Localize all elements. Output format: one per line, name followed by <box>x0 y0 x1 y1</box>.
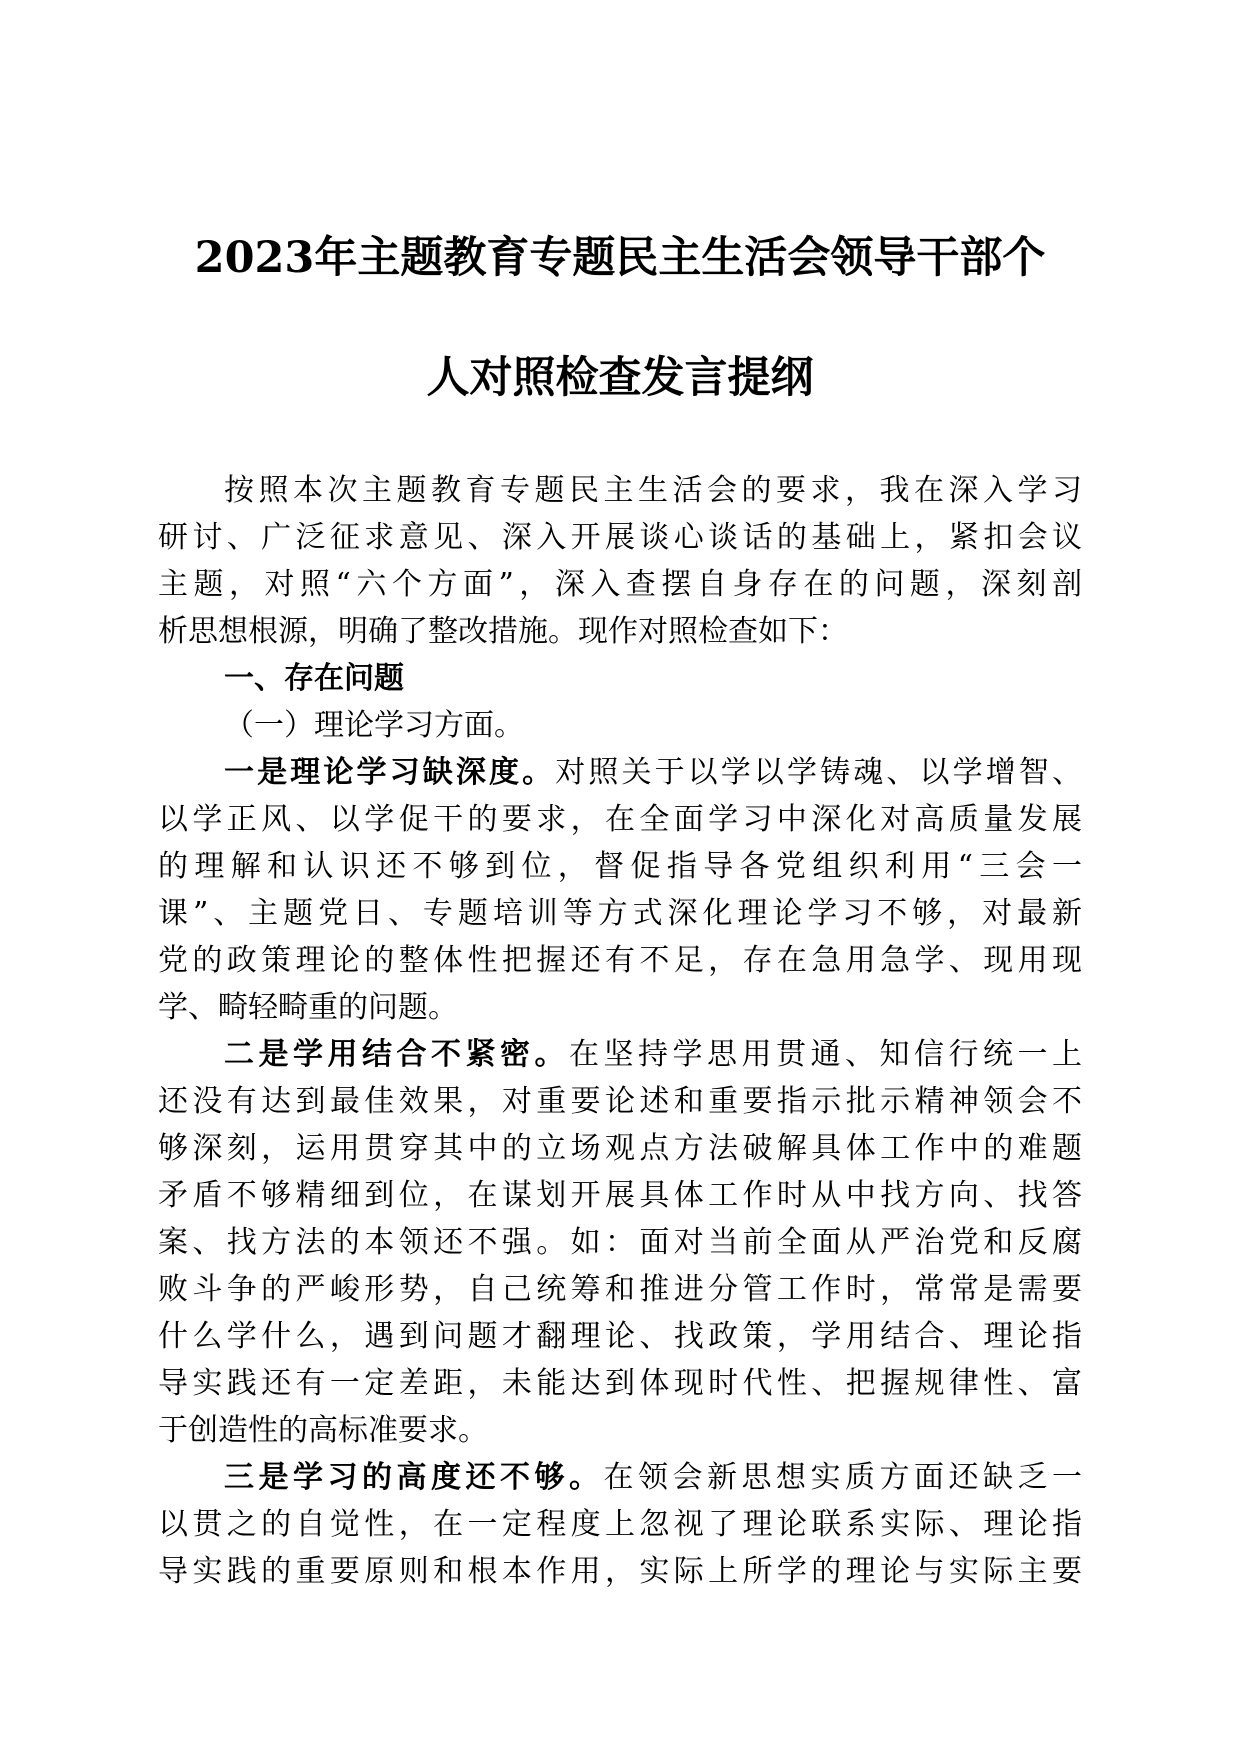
point-2-lead: 二是学用结合不紧密。 <box>224 1037 569 1072</box>
point-2-line: 败斗争的严峻形势，自己统筹和推进分管工作时，常常是需要 <box>158 1272 1082 1307</box>
subsection-heading: （一）理论学习方面。 <box>224 708 524 743</box>
point-3-line: 以贯之的自觉性，在一定程度上忽视了理论联系实际、理论指 <box>158 1507 1082 1542</box>
point-3-line: 导实践的重要原则和根本作用，实际上所学的理论与实际主要 <box>158 1554 1082 1589</box>
intro-line: 按照本次主题教育专题民主生活会的要求，我在深入学习 <box>224 473 1082 508</box>
point-3-lead: 三是学习的高度还不够。 <box>224 1460 604 1495</box>
point-1-line: 课”、主题党日、专题培训等方式深化理论学习不够，对最新 <box>158 896 1082 931</box>
point-1-line: 学、畸轻畸重的问题。 <box>158 990 458 1025</box>
point-2-line: 还没有达到最佳效果，对重要论述和重要指示批示精神领会不 <box>158 1084 1082 1119</box>
point-2-line: 够深刻，运用贯穿其中的立场观点方法破解具体工作中的难题 <box>158 1131 1082 1166</box>
section-heading: 一、存在问题 <box>224 661 404 696</box>
point-1-line: 以学正风、以学促干的要求，在全面学习中深化对高质量发展 <box>158 802 1082 837</box>
point-1-line: 党的政策理论的整体性把握还有不足，存在急用急学、现用现 <box>158 943 1082 978</box>
point-3-first-line <box>158 1454 1082 1501</box>
point-1-first-rest: 对照关于以学以学铸魂、以学增智、 <box>555 755 1083 790</box>
point-2-line: 于创造性的高标准要求。 <box>158 1413 488 1448</box>
document-body <box>158 467 1082 1595</box>
point-2-first-rest: 在坚持学思用贯通、知信行统一上 <box>569 1037 1082 1072</box>
point-2-line: 案、找方法的本领还不强。如：面对当前全面从严治党和反腐 <box>158 1225 1082 1260</box>
point-1-first-line <box>158 749 1082 796</box>
intro-line: 研讨、广泛征求意见、深入开展谈心谈话的基础上，紧扣会议 <box>158 520 1082 555</box>
document-title-line-2: 人对照检查发言提纲 <box>426 353 814 403</box>
point-2-line: 导实践还有一定差距，未能达到体现时代性、把握规律性、富 <box>158 1366 1082 1401</box>
point-1-line: 的理解和认识还不够到位，督促指导各党组织利用“三会一 <box>158 849 1082 884</box>
point-2-line: 矛盾不够精细到位，在谋划开展具体工作时从中找方向、找答 <box>158 1178 1082 1213</box>
point-2-first-line <box>158 1031 1082 1078</box>
intro-line: 主题，对照“六个方面”，深入查摆自身存在的问题，深刻剖 <box>158 567 1082 602</box>
point-3-first-rest: 在领会新思想实质方面还缺乏一 <box>603 1460 1082 1495</box>
document-title-line-1: 2023年主题教育专题民主生活会领导干部个 <box>194 233 1046 283</box>
point-2-line: 什么学什么，遇到问题才翻理论、找政策，学用结合、理论指 <box>158 1319 1082 1354</box>
point-1-lead: 一是理论学习缺深度。 <box>224 755 556 790</box>
intro-line: 析思想根源，明确了整改措施。现作对照检查如下： <box>158 614 848 649</box>
